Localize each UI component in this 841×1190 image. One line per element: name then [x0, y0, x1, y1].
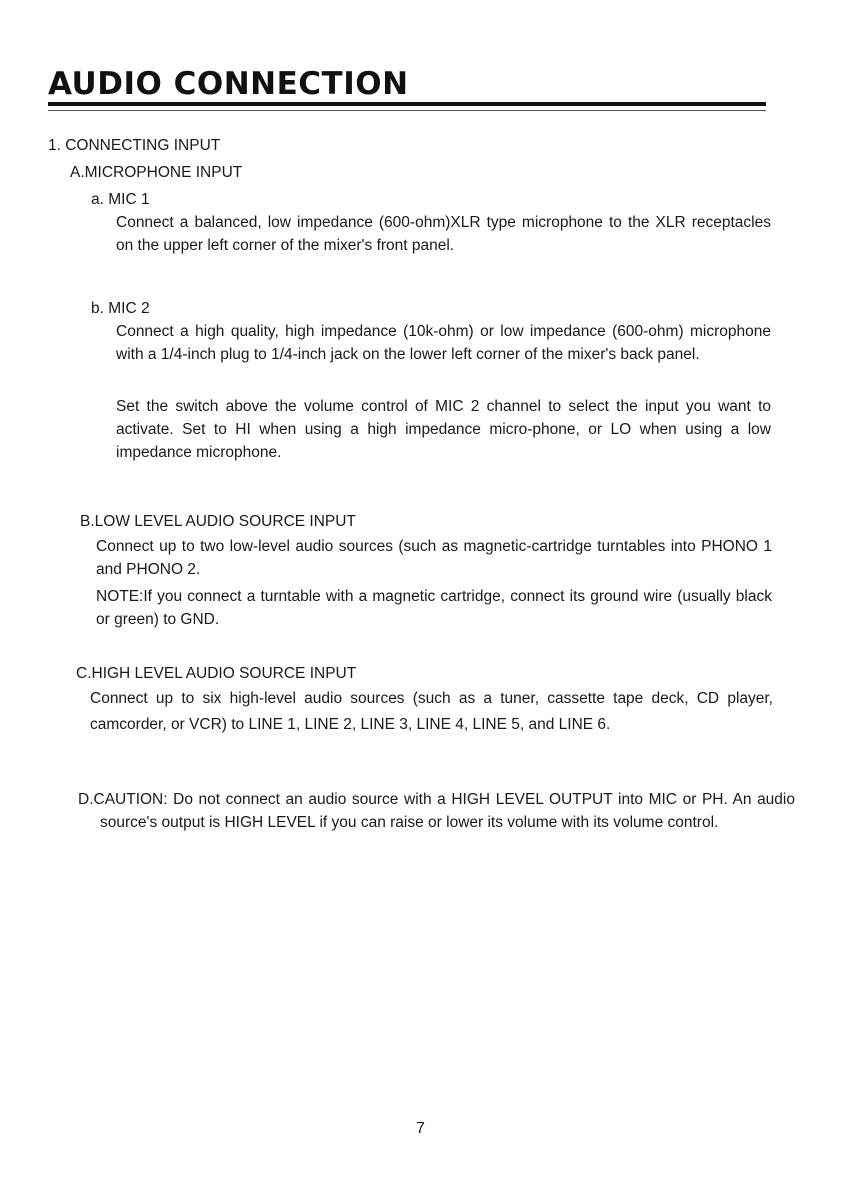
item-label-mic1: a. MIC 1 — [91, 191, 150, 208]
note-low-level: NOTE:If you connect a turntable with a magnetic cartridge, connect its ground wire (usually black or green) to GND. — [96, 588, 772, 628]
page-title: AUDIO CONNECTION — [48, 66, 409, 102]
paragraph-mic2-connect: Connect a high quality, high impedance (10k-ohm) or low impedance (600-ohm) microphone with a 1/4-inch plug to 1/4-inch jack on the lower left corner of the mixer's back panel. — [116, 323, 771, 363]
section-heading-connecting-input: 1. CONNECTING INPUT — [48, 137, 221, 154]
title-rule-thick — [48, 102, 766, 106]
subsection-heading-high-level-input: C.HIGH LEVEL AUDIO SOURCE INPUT — [76, 665, 357, 682]
item-label-mic2: b. MIC 2 — [91, 300, 150, 317]
paragraph-high-level: Connect up to six high-level audio sources (such as a tuner, cassette tape deck, CD player, camcorder, or VCR) to LINE 1, LINE 2, LINE 3, LINE 4, LINE 5, and LINE 6. — [90, 690, 773, 733]
subsection-heading-low-level-input: B.LOW LEVEL AUDIO SOURCE INPUT — [80, 513, 356, 530]
paragraph-mic1: Connect a balanced, low impedance (600-ohm)XLR type microphone to the XLR receptacles on the upper left corner of the mixer's front panel. — [116, 214, 771, 254]
caution-paragraph: D.CAUTION: Do not connect an audio source with a HIGH LEVEL OUTPUT into MIC or PH. An audio source's output is HIGH LEVEL if you can raise or lower its volume with its volume control. — [78, 791, 795, 831]
title-rule-thin — [48, 110, 766, 111]
paragraph-low-level: Connect up to two low-level audio sources (such as magnetic-cartridge turntables into PHONO 1 and PHONO 2. — [96, 538, 772, 578]
paragraph-mic2-switch: Set the switch above the volume control of MIC 2 channel to select the input you want to activate. Set to HI when using a high impedance micro-phone, or LO when using a low impedance microphone. — [116, 398, 771, 461]
page-number: 7 — [416, 1120, 425, 1137]
subsection-heading-microphone-input: A.MICROPHONE INPUT — [70, 164, 243, 181]
